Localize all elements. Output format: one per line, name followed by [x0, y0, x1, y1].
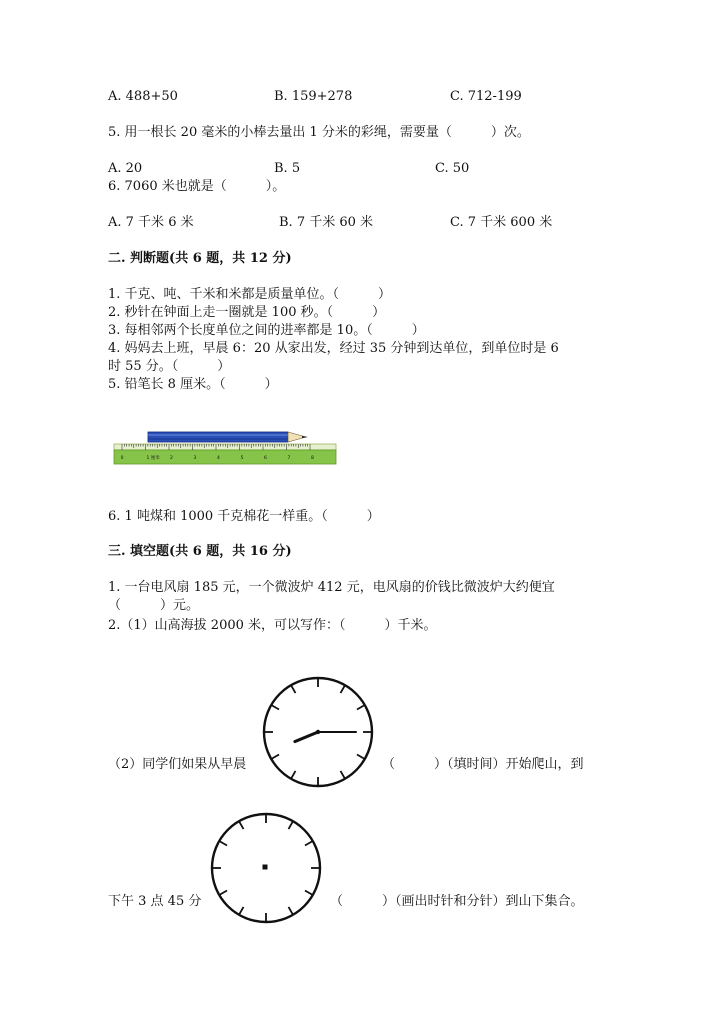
judge-item-4: 4. 妈妈去上班，早晨 6：20 从家出发，经过 35 分钟到达单位，到单位时是 6	[108, 341, 559, 356]
fill-q1-line1: 1. 一台电风扇 185 元，一个微波炉 412 元，电风扇的价钱比微波炉大约便宜	[108, 580, 555, 595]
judge-item-6: 6. 1 吨煤和 1000 千克棉花一样重。（ ）	[108, 509, 380, 524]
clock-center-dot	[263, 865, 268, 870]
ruler-label: 6	[264, 456, 267, 461]
section3-title: 三. 填空题(共 6 题，共 16 分)	[108, 544, 292, 559]
q5-text: 5. 用一根长 20 毫米的小棒去量出 1 分米的彩绳，需要量（ ）次。	[108, 125, 530, 140]
q6-option-c: C. 7 千米 600 米	[450, 215, 553, 230]
q6-option-b: B. 7 千米 60 米	[279, 215, 374, 230]
fill-q2-line1: 2.（1）山高海拔 2000 米，可以写作：（ ）千米。	[108, 618, 437, 633]
judge-item-1: 1. 千克、吨、千米和米都是质量单位。（ ）	[108, 287, 392, 302]
ruler-label: 2	[170, 456, 173, 461]
judge-item-4-cont: 时 55 分。（ ）	[108, 359, 231, 374]
ruler-label: 5	[240, 456, 244, 461]
pencil-ruler-illustration	[110, 426, 342, 468]
judge-item-3: 3. 每相邻两个长度单位之间的进率都是 10。（ ）	[108, 323, 425, 338]
q5-option-c: C. 50	[435, 161, 470, 176]
section2-title: 二. 判断题(共 6 题，共 12 分)	[108, 251, 292, 266]
q4-option-a: A. 488+50	[108, 89, 178, 104]
fill-q2-part2-left: （2）同学们如果从早晨	[108, 757, 247, 772]
fill-q2-part3-right: （ ）（画出时针和分针）到山下集合。	[330, 894, 584, 909]
ruler-label: 4	[217, 456, 220, 461]
q4-option-c: C. 712-199	[450, 89, 522, 104]
ruler-label: 7	[287, 456, 291, 461]
fill-q2-part3-left: 下午 3 点 45 分	[108, 894, 202, 909]
clock-with-hands	[262, 676, 374, 788]
ruler-label: 1 厘米	[146, 456, 160, 461]
q4-option-b: B. 159+278	[274, 89, 353, 104]
q6-text: 6. 7060 米也就是（ ）。	[108, 179, 286, 194]
fill-q1-line2: （ ）元。	[108, 598, 200, 613]
ruler-label: 3	[193, 456, 197, 461]
fill-q2-part2-right: （ ）（填时间）开始爬山，到	[382, 757, 584, 772]
ruler-label: 8	[311, 456, 314, 461]
ruler-label: 0	[120, 456, 124, 461]
q5-option-a: A. 20	[108, 161, 143, 176]
pencil-body	[148, 432, 288, 442]
blank-clock[interactable]	[210, 812, 322, 924]
judge-item-2: 2. 秒针在钟面上走一圈就是 100 秒。（ ）	[108, 305, 386, 320]
q6-option-a: A. 7 千米 6 米	[108, 215, 194, 230]
judge-item-5: 5. 铅笔长 8 厘米。（ ）	[108, 377, 278, 392]
q5-option-b: B. 5	[274, 161, 301, 176]
